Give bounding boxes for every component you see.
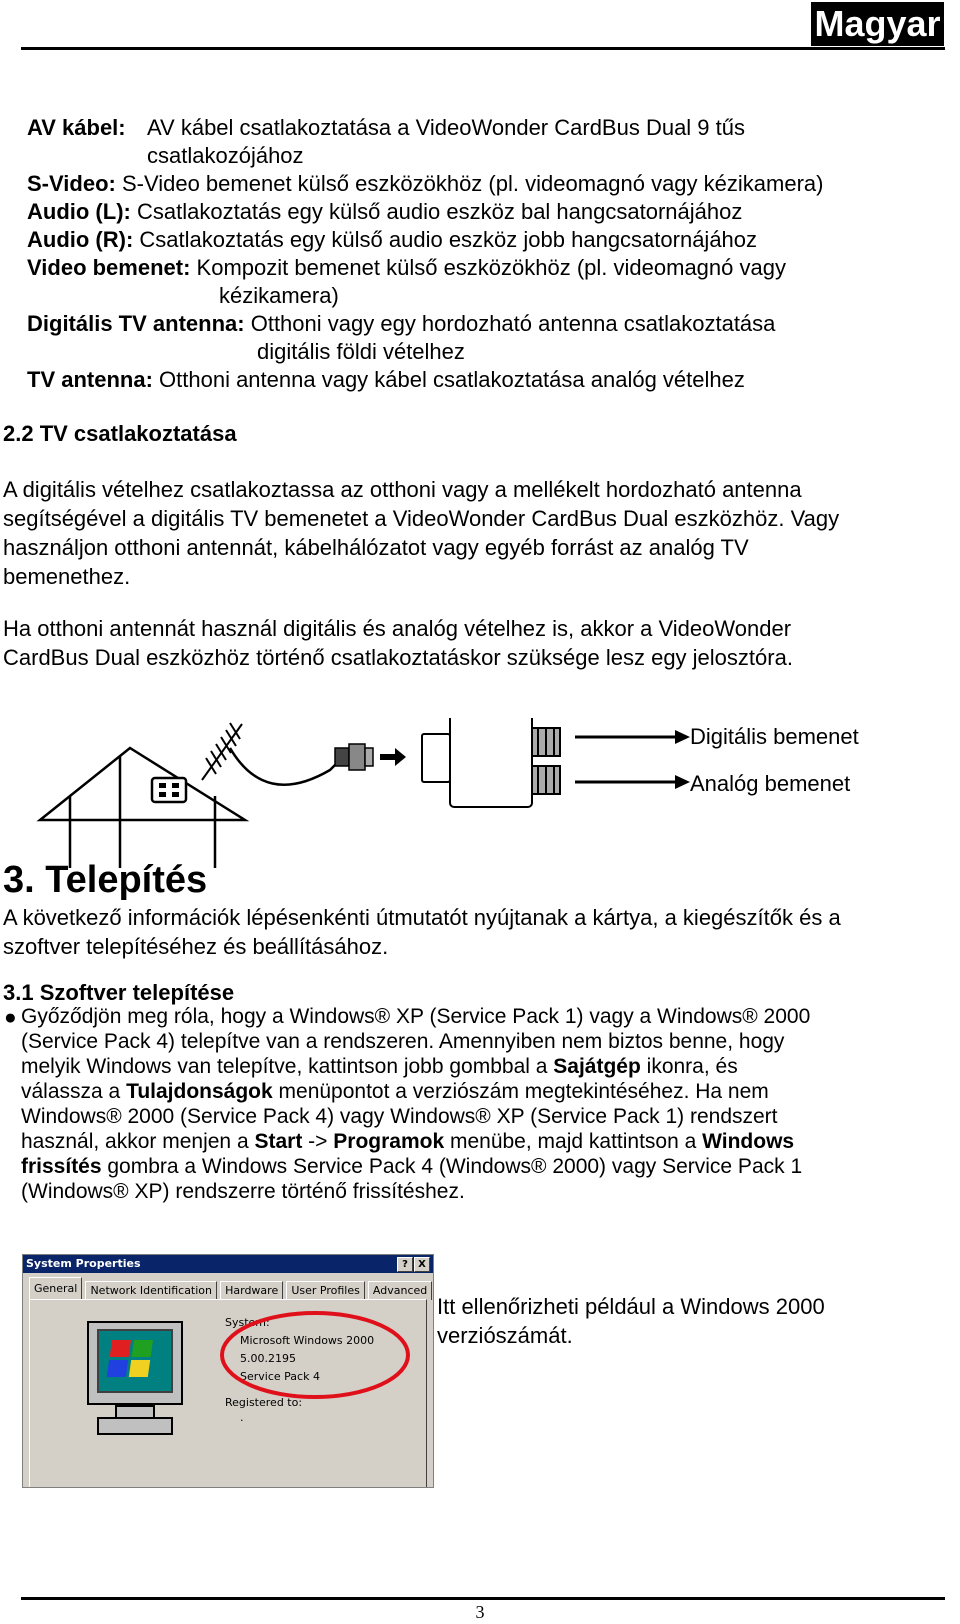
antenna-icon bbox=[202, 723, 242, 780]
language-badge: Magyar bbox=[811, 2, 944, 46]
properties-term: Tulajdonságok bbox=[126, 1080, 273, 1103]
bullet-line: frissítés gombra a Windows Service Pack 4 (Windows® 2000) vagy Service Pack 1 bbox=[21, 1155, 803, 1178]
dtv-antenna-text: Otthoni vagy egy hordozható antenna csatlakoztatása bbox=[250, 311, 776, 336]
para-line: bemenethez. bbox=[3, 564, 131, 589]
para-line: A digitális vételhez csatlakoztassa az otthoni vagy a mellékelt hordozható antenna bbox=[3, 477, 802, 502]
dtv-antenna-row bbox=[27, 309, 775, 338]
video-input-text: Kompozit bemenet külső eszközökhöz (pl. videomagnó vagy bbox=[196, 255, 786, 280]
coax-plug-icon bbox=[335, 744, 373, 770]
section-3-intro bbox=[3, 903, 943, 961]
svideo-row bbox=[27, 169, 823, 198]
audio-r-text: Csatlakoztatás egy külső audio eszköz jobb hangcsatornájához bbox=[139, 227, 758, 252]
page-number: 3 bbox=[475, 1602, 485, 1622]
analog-input-label: Analóg bemenet bbox=[690, 771, 851, 796]
tv-antenna-label: TV antenna: bbox=[27, 367, 153, 392]
digital-arrow-icon bbox=[575, 730, 690, 744]
bullet-line: használ, akkor menjen a Start -> Programok menübe, majd kattintson a Windows bbox=[21, 1130, 795, 1153]
window-title: System Properties bbox=[26, 1257, 141, 1270]
section-3-1-heading: 3.1 Szoftver telepítése bbox=[3, 980, 235, 1005]
window-titlebar bbox=[23, 1255, 433, 1273]
windows-update-term-cont: frissítés bbox=[21, 1155, 102, 1178]
audio-l-row bbox=[27, 197, 742, 226]
header-rule bbox=[21, 47, 945, 50]
programs-term: Programok bbox=[333, 1130, 445, 1153]
section-2-2-para-2 bbox=[3, 614, 943, 672]
splitter-icon bbox=[422, 718, 560, 807]
system-properties-screenshot bbox=[22, 1254, 434, 1488]
bullet-line: melyik Windows van telepítve, kattintson jobb gombbal a Sajátgép ikonra, és bbox=[21, 1055, 738, 1078]
video-input-text-cont: kézikamera) bbox=[219, 283, 339, 308]
tab-user-profiles[interactable]: User Profiles bbox=[286, 1281, 365, 1300]
start-term: Start bbox=[254, 1130, 303, 1153]
caption-line: Itt ellenőrizheti például a Windows 2000 bbox=[437, 1294, 825, 1319]
svideo-label: S-Video: bbox=[27, 171, 116, 196]
svideo-text: S-Video bemenet külső eszközökhöz (pl. videomagnó vagy kézikamera) bbox=[121, 171, 824, 196]
bullet-icon: ● bbox=[4, 1006, 17, 1029]
close-button[interactable]: X bbox=[414, 1257, 430, 1272]
computer-icon bbox=[80, 1318, 190, 1448]
video-input-label: Video bemenet: bbox=[27, 255, 191, 280]
av-cable-text: AV kábel csatlakoztatása a VideoWonder CardBus Dual 9 tűs bbox=[147, 115, 746, 140]
bullet-line: Windows® 2000 (Service Pack 4) vagy Windows® XP (Service Pack 1) rendszert bbox=[21, 1105, 778, 1128]
os-name: Microsoft Windows 2000 bbox=[240, 1334, 375, 1347]
dtv-antenna-label: Digitális TV antenna: bbox=[27, 311, 245, 336]
tab-hardware[interactable]: Hardware bbox=[220, 1281, 283, 1300]
tab-network-identification[interactable]: Network Identification bbox=[85, 1281, 217, 1300]
service-pack: Service Pack 4 bbox=[240, 1370, 320, 1383]
tv-antenna-row bbox=[27, 365, 745, 394]
para-line: segítségével a digitális TV bemenetet a VideoWonder CardBus Dual eszközhöz. Vagy bbox=[3, 506, 840, 531]
para-line: A következő információk lépésenkénti útmutatót nyújtanak a kártya, a kiegészítők és a bbox=[3, 905, 841, 930]
connection-diagram bbox=[30, 718, 710, 878]
registered-owner: · bbox=[240, 1414, 244, 1427]
help-button[interactable]: ? bbox=[397, 1257, 413, 1272]
screenshot-caption bbox=[437, 1292, 825, 1350]
caption-line: verziószámát. bbox=[437, 1323, 573, 1348]
tv-antenna-text: Otthoni antenna vagy kábel csatlakoztatása analóg vételhez bbox=[159, 367, 745, 392]
av-cable-text-cont: csatlakozójához bbox=[147, 143, 304, 168]
registered-to-label: Registered to: bbox=[225, 1396, 303, 1409]
bullet-line: (Service Pack 4) telepítve van a rendszeren. Amennyiben nem biztos benne, hogy bbox=[21, 1030, 785, 1053]
footer-rule bbox=[21, 1597, 945, 1600]
system-label: System: bbox=[225, 1316, 270, 1329]
bullet-line: Győződjön meg róla, hogy a Windows® XP (Service Pack 1) vagy a Windows® 2000 bbox=[21, 1005, 811, 1028]
my-computer-term: Sajátgép bbox=[553, 1055, 641, 1078]
audio-r-label: Audio (R): bbox=[27, 227, 134, 252]
install-bullet bbox=[21, 1004, 941, 1204]
audio-l-label: Audio (L): bbox=[27, 199, 131, 224]
tab-general[interactable]: General bbox=[29, 1277, 82, 1300]
tab-advanced[interactable]: Advanced bbox=[368, 1281, 432, 1300]
house-icon bbox=[40, 748, 245, 868]
arrow-to-splitter-icon bbox=[380, 748, 406, 766]
antenna-cable bbox=[230, 748, 340, 785]
audio-r-row bbox=[27, 225, 757, 254]
tab-strip bbox=[29, 1279, 430, 1299]
analog-arrow-icon bbox=[575, 775, 690, 789]
bullet-line: (Windows® XP) rendszerre történő frissítéshez. bbox=[21, 1180, 465, 1203]
os-version: 5.00.2195 bbox=[240, 1352, 296, 1365]
section-3-heading: 3. Telepítés bbox=[3, 859, 208, 901]
digital-input-label: Digitális bemenet bbox=[690, 724, 859, 749]
section-2-2-heading: 2.2 TV csatlakoztatása bbox=[3, 421, 237, 446]
audio-l-text: Csatlakoztatás egy külső audio eszköz bal hangcsatornájához bbox=[136, 199, 743, 224]
av-cable-label: AV kábel: bbox=[27, 115, 126, 140]
para-line: CardBus Dual eszközhöz történő csatlakoztatáskor szüksége lesz egy jelosztóra. bbox=[3, 645, 793, 670]
para-line: Ha otthoni antennát használ digitális és analóg vételhez is, akkor a VideoWonder bbox=[3, 616, 792, 641]
bullet-line: válassza a Tulajdonságok menüpontot a verziószám megtekintéséhez. Ha nem bbox=[21, 1080, 769, 1103]
general-panel bbox=[29, 1299, 427, 1488]
dtv-antenna-text-cont: digitális földi vételhez bbox=[257, 339, 465, 364]
section-2-2-para-1 bbox=[3, 475, 943, 591]
para-line: szoftver telepítéséhez és beállításához. bbox=[3, 934, 389, 959]
av-cable-row bbox=[27, 113, 746, 142]
video-input-row bbox=[27, 253, 786, 282]
para-line: használjon otthoni antennát, kábelhálózatot vagy egyéb forrást az analóg TV bbox=[3, 535, 749, 560]
windows-update-term: Windows bbox=[702, 1130, 795, 1153]
